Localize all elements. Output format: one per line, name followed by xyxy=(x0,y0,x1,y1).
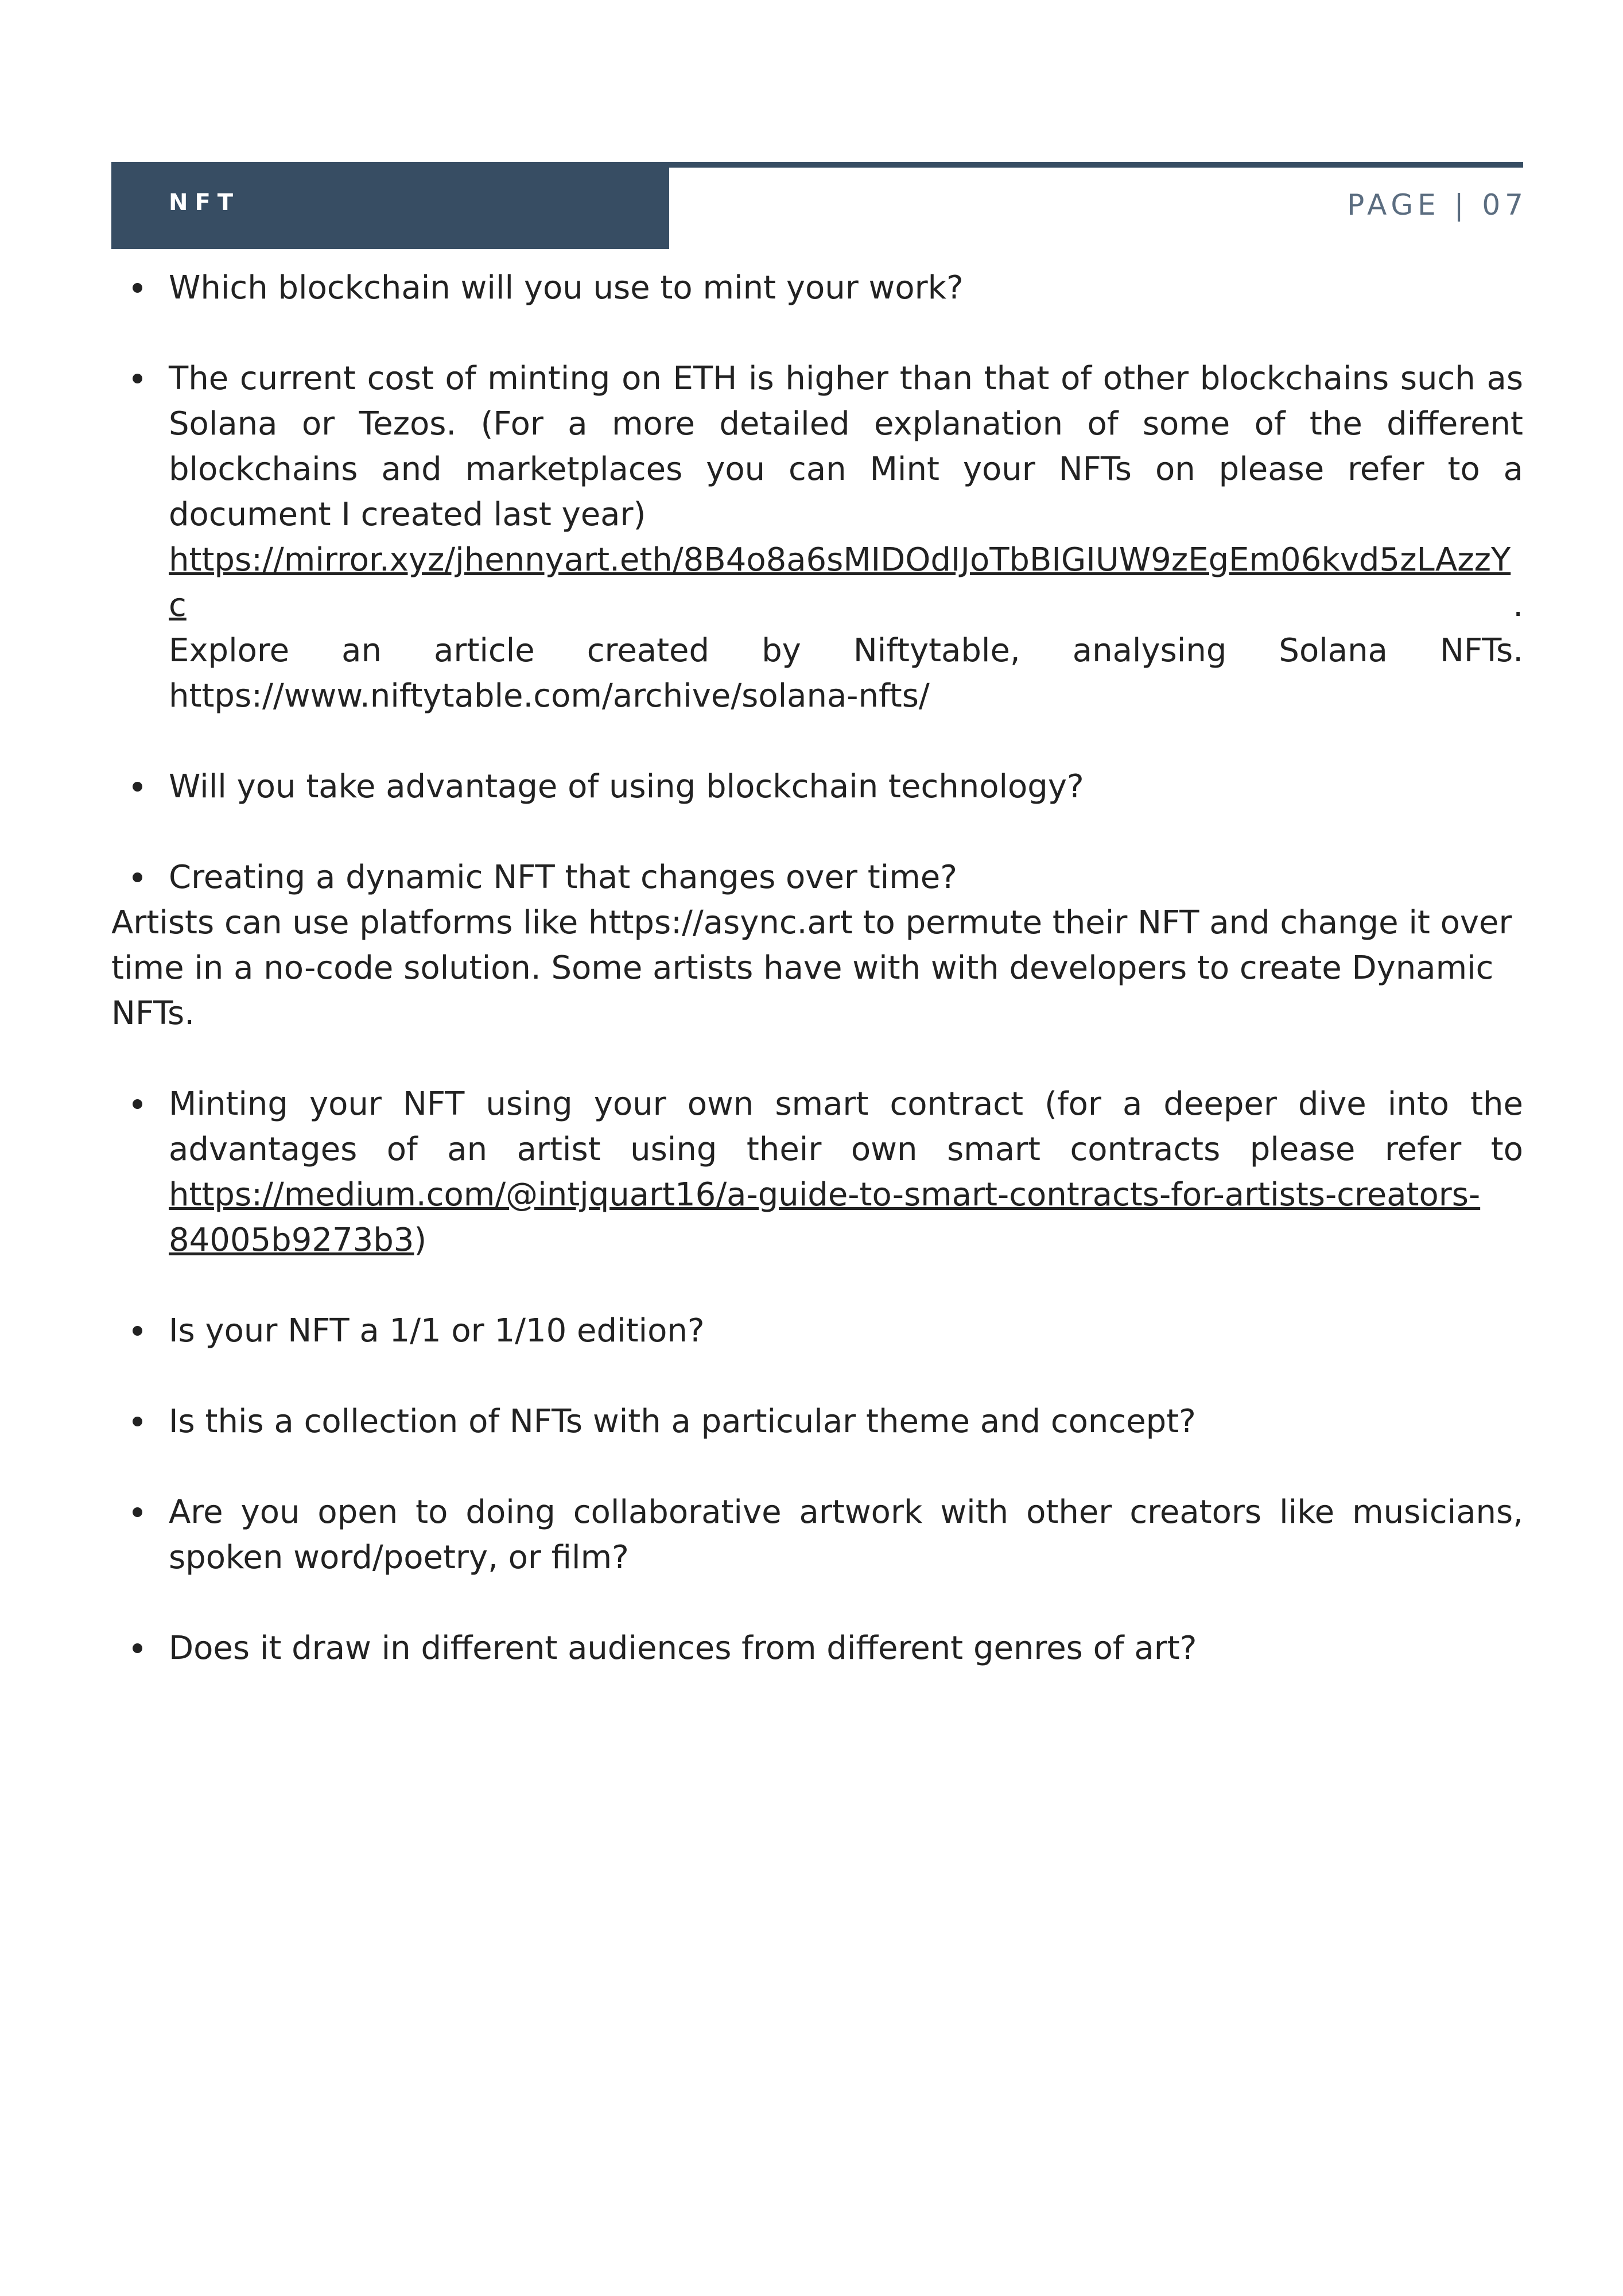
medium-link[interactable]: https://medium.com/@intjquart16/a-guide-to-smart-contracts-for-artists-creators-84005b9273b3 xyxy=(169,1176,1481,1259)
niftytable-url: https://www.niftytable.com/archive/solana-nfts/ xyxy=(169,677,930,715)
list-item-blockchain-question xyxy=(111,265,1523,311)
page-number: PAGE | 07 xyxy=(1347,188,1528,222)
list-item-text: Are you open to doing collaborative artwork with other creators like musicians, spoken word/poetry, or film? xyxy=(169,1494,1523,1576)
mirror-link-line xyxy=(169,537,1523,628)
list-item-text: Which blockchain will you use to mint your work? xyxy=(169,269,964,307)
list-item-text: The current cost of minting on ETH is higher than that of other blockchains such as Solana or Tezos. (For a more detailed explanation of some of the different blockchains and marketplaces you can Mint your NFTs on please refer to a document I created last year) xyxy=(169,360,1523,533)
list-item-collection xyxy=(111,1399,1523,1444)
mirror-link-suffix: . xyxy=(1513,587,1523,624)
list-item-audiences xyxy=(111,1626,1523,1671)
list-item-collaboration xyxy=(111,1490,1523,1580)
mirror-link[interactable]: https://mirror.xyz/jhennyart.eth/8B4o8a6sMIDOdIJoTbBIGIUW9zEgEm06kvd5zLAzzYc xyxy=(169,541,1511,624)
list-item-text: Will you take advantage of using blockchain technology? xyxy=(169,768,1084,805)
niftytable-text: Explore an article created by Niftytable, analysing Solana NFTs. xyxy=(169,632,1523,669)
header-tab xyxy=(111,162,669,249)
list-item-minting-cost xyxy=(111,356,1523,719)
medium-link-suffix: ) xyxy=(414,1221,427,1259)
list-item-text: Is your NFT a 1/1 or 1/10 edition? xyxy=(169,1312,705,1349)
list-item-smart-contract xyxy=(111,1081,1523,1263)
page-content xyxy=(111,265,1523,1716)
section-title: NFT xyxy=(169,189,240,216)
list-item-text: Is this a collection of NFTs with a particular theme and concept? xyxy=(169,1403,1196,1440)
list-item-text: Creating a dynamic NFT that changes over time? xyxy=(169,859,957,896)
list-item-blockchain-technology xyxy=(111,764,1523,809)
list-item-text: Minting your NFT using your own smart contract (for a deeper dive into the advantages of an artist using their own smart contracts please refer to xyxy=(169,1085,1523,1168)
list-item-text: Does it draw in different audiences from different genres of art? xyxy=(169,1630,1197,1667)
async-paragraph: Artists can use platforms like https://async.art to permute their NFT and change it over time in a no-code solution. Some artists have with with developers to create Dynamic NFTs. xyxy=(111,904,1512,1032)
list-item-edition xyxy=(111,1308,1523,1353)
list-item-dynamic-nft xyxy=(111,855,1523,900)
